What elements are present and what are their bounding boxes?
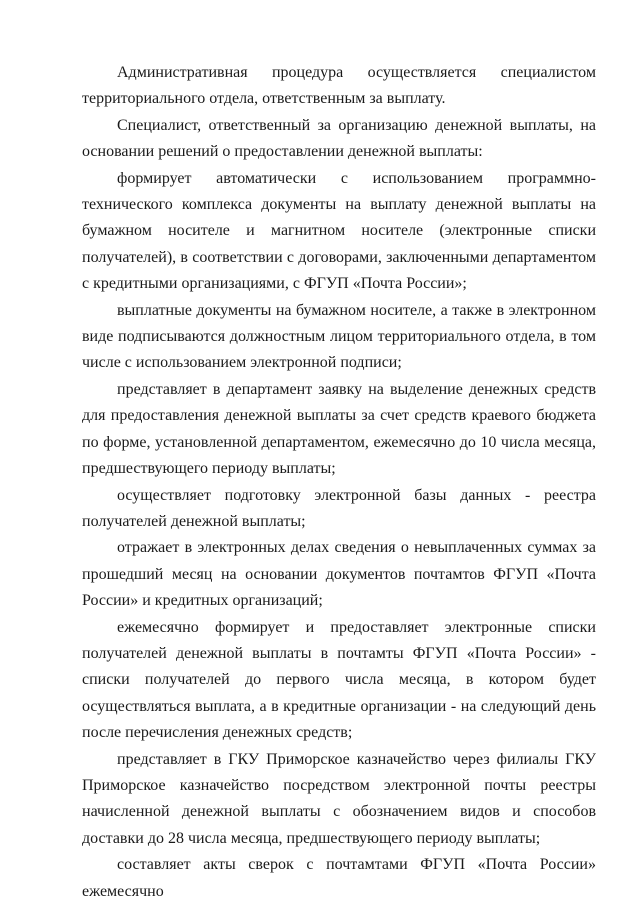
paragraph-recipient-lists: ежемесячно формирует и предоставляет электронные списки получателей денежной выплаты в почтамты ФГУП «Почта России» - списки получателей до первого числа месяца, в котором будет осуществляться выплата, а в кредитные организации - на следующий день после перечисления денежных средств;	[82, 618, 596, 742]
paragraph-forms-documents: формирует автоматически с использованием программно-технического комплекса документы на выплату денежной выплаты на бумажном носителе и магнитном носителе (электронные списки получателей), в соответствии с договорами, заключенными департаментом с кредитными организациями, с ФГУП «Почта России»;	[82, 169, 596, 293]
paragraph-signing: выплатные документы на бумажном носителе, а также в электронном виде подписываются должностным лицом территориального отдела, в том числе с использованием электронной подписи;	[82, 301, 596, 372]
paragraph-unpaid-records: отражает в электронных делах сведения о невыплаченных суммах за прошедший месяц на основании документов почтамтов ФГУП «Почта России» и кредитных организаций;	[82, 539, 596, 610]
paragraph-reconciliation: составляет акты сверок с почтамтами ФГУП «Почта России» ежемесячно	[82, 856, 596, 900]
paragraph-treasury-registers: представляет в ГКУ Приморское казначейство через филиалы ГКУ Приморское казначейство посредством электронной почты реестры начисленной денежной выплаты с обозначением видов и способов доставки до 28 числа месяца, предшествующего периоду выплаты;	[82, 750, 596, 847]
paragraph-specialist-intro: Специалист, ответственный за организацию денежной выплаты, на основании решений о предоставлении денежной выплаты:	[82, 116, 596, 161]
paragraph-funding-request: представляет в департамент заявку на выделение денежных средств для предоставления денежной выплаты за счет средств краевого бюджета по форме, установленной департаментом, ежемесячно до 10 числа месяца, предшествующего периоду выплаты;	[82, 380, 596, 478]
paragraph-database-prep: осуществляет подготовку электронной базы данных - реестра получателей денежной выплаты;	[82, 486, 596, 530]
paragraph-procedure-owner: Административная процедура осуществляется специалистом территориального отдела, ответственным за выплату.	[82, 64, 596, 108]
document-body	[82, 60, 596, 905]
